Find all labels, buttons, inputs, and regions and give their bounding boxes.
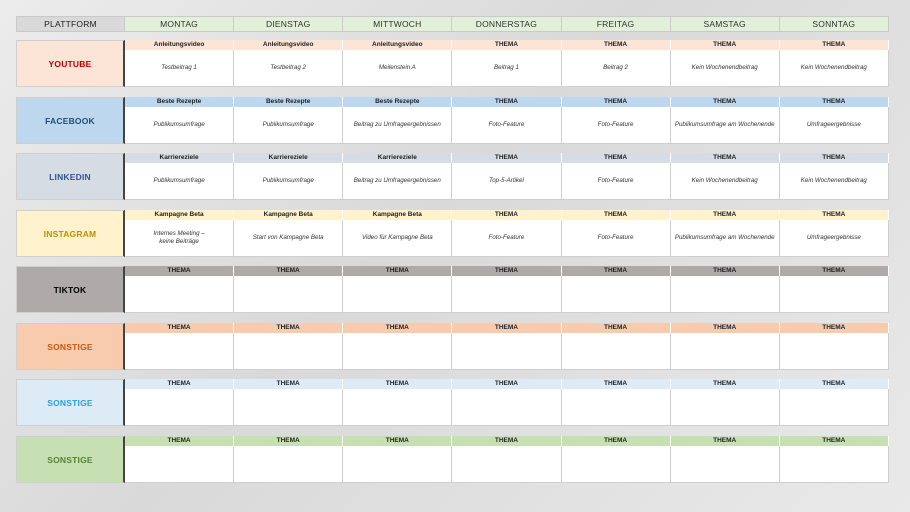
content-cell[interactable]: Publikumsumfrage (234, 107, 343, 144)
content-cell[interactable]: Beitrag zu Umfrageergebnissen (343, 107, 452, 144)
content-cell[interactable] (125, 276, 234, 313)
theme-cell: Beste Rezepte (125, 97, 234, 107)
content-cell[interactable]: Testbeitrag 2 (234, 50, 343, 87)
content-cell[interactable] (562, 333, 671, 370)
theme-cell: THEMA (234, 436, 343, 446)
header-day-thursday: DONNERSTAG (452, 16, 561, 32)
theme-cell: THEMA (671, 210, 780, 220)
content-cell[interactable] (452, 276, 561, 313)
content-cell[interactable]: Publikumsumfrage (125, 107, 234, 144)
content-cell[interactable]: Start von Kampagne Beta (234, 220, 343, 257)
theme-cell: Kampagne Beta (343, 210, 452, 220)
content-cell[interactable]: Kein Wochenendbeitrag (780, 163, 889, 200)
theme-cell: THEMA (780, 97, 889, 107)
theme-cell: THEMA (452, 266, 561, 276)
header-day-saturday: SAMSTAG (671, 16, 780, 32)
content-cell[interactable]: Kein Wochenendbeitrag (671, 50, 780, 87)
theme-cell: Karriereziele (125, 153, 234, 163)
content-cell[interactable]: Publikumsumfrage am Wochenende (671, 220, 780, 257)
theme-cell: Beste Rezepte (234, 97, 343, 107)
theme-cell: THEMA (671, 97, 780, 107)
header-day-friday: FREITAG (562, 16, 671, 32)
platform-row (16, 210, 889, 257)
content-cell[interactable]: Publikumsumfrage (234, 163, 343, 200)
theme-cell: THEMA (671, 436, 780, 446)
content-cell[interactable] (343, 276, 452, 313)
theme-cell: THEMA (125, 266, 234, 276)
theme-cell: THEMA (562, 153, 671, 163)
content-cell[interactable] (343, 389, 452, 426)
content-cell[interactable]: Testbeitrag 1 (125, 50, 234, 87)
platform-row (16, 379, 889, 426)
theme-cell: THEMA (562, 266, 671, 276)
platform-label: LINKEDIN (16, 153, 125, 200)
content-cell[interactable]: Foto-Feature (452, 107, 561, 144)
theme-cell: THEMA (562, 40, 671, 50)
platform-label: FACEBOOK (16, 97, 125, 144)
content-cell[interactable] (125, 389, 234, 426)
theme-cell: THEMA (562, 97, 671, 107)
platform-row (16, 40, 889, 87)
theme-cell: THEMA (671, 323, 780, 333)
theme-cell: THEMA (671, 379, 780, 389)
content-cell[interactable]: Publikumsumfrage (125, 163, 234, 200)
content-cell[interactable] (234, 389, 343, 426)
content-cell[interactable] (671, 446, 780, 483)
theme-cell: THEMA (562, 323, 671, 333)
content-cell[interactable] (343, 446, 452, 483)
content-cell[interactable] (671, 333, 780, 370)
header-row (16, 16, 889, 30)
content-cell[interactable]: Top-5-Artikel (452, 163, 561, 200)
theme-cell: THEMA (343, 436, 452, 446)
content-cell[interactable] (780, 389, 889, 426)
content-cell[interactable]: Foto-Feature (452, 220, 561, 257)
theme-cell: THEMA (671, 40, 780, 50)
content-cell[interactable] (562, 446, 671, 483)
content-cell[interactable] (452, 446, 561, 483)
theme-cell: THEMA (452, 210, 561, 220)
content-cell[interactable]: Foto-Feature (562, 163, 671, 200)
header-day-monday: MONTAG (125, 16, 234, 32)
theme-cell: THEMA (452, 153, 561, 163)
theme-cell: THEMA (234, 266, 343, 276)
content-cell[interactable] (780, 446, 889, 483)
platform-label: SONSTIGE (16, 379, 125, 426)
theme-cell: THEMA (671, 153, 780, 163)
platform-label: TIKTOK (16, 266, 125, 313)
theme-cell: THEMA (452, 436, 561, 446)
theme-cell: THEMA (343, 266, 452, 276)
content-cell[interactable] (125, 333, 234, 370)
theme-cell: THEMA (780, 40, 889, 50)
content-cell[interactable] (671, 276, 780, 313)
header-day-sunday: SONNTAG (780, 16, 889, 32)
header-platform: PLATTFORM (16, 16, 125, 32)
theme-cell: THEMA (562, 436, 671, 446)
theme-cell: Anleitungsvideo (234, 40, 343, 50)
header-day-wednesday: MITTWOCH (343, 16, 452, 32)
theme-cell: Anleitungsvideo (343, 40, 452, 50)
theme-cell: THEMA (452, 40, 561, 50)
theme-cell: THEMA (234, 379, 343, 389)
theme-cell: THEMA (780, 379, 889, 389)
content-cell[interactable] (671, 389, 780, 426)
platform-row (16, 153, 889, 200)
content-cell[interactable]: Video für Kampagne Beta (343, 220, 452, 257)
theme-cell: THEMA (125, 323, 234, 333)
content-cell[interactable] (343, 333, 452, 370)
content-cell[interactable] (780, 276, 889, 313)
content-cell[interactable]: Umfrageergebnisse (780, 220, 889, 257)
content-cell[interactable] (452, 389, 561, 426)
content-cell[interactable]: Kein Wochenendbeitrag (671, 163, 780, 200)
theme-cell: THEMA (343, 379, 452, 389)
content-cell[interactable]: Meilenstein A (343, 50, 452, 87)
content-cell[interactable] (562, 389, 671, 426)
content-cell[interactable] (780, 333, 889, 370)
platform-row (16, 436, 889, 483)
theme-cell: THEMA (780, 210, 889, 220)
content-cell[interactable] (234, 446, 343, 483)
content-cell[interactable] (452, 333, 561, 370)
theme-cell: Kampagne Beta (125, 210, 234, 220)
content-cell[interactable]: Publikumsumfrage am Wochenende (671, 107, 780, 144)
theme-cell: Karriereziele (234, 153, 343, 163)
content-cell[interactable]: Foto-Feature (562, 220, 671, 257)
content-cell[interactable] (234, 333, 343, 370)
content-cell[interactable] (234, 276, 343, 313)
theme-cell: THEMA (780, 323, 889, 333)
platform-row (16, 266, 889, 313)
theme-cell: THEMA (452, 379, 561, 389)
content-cell[interactable]: Umfrageergebnisse (780, 107, 889, 144)
theme-cell: THEMA (562, 379, 671, 389)
theme-cell: THEMA (562, 210, 671, 220)
theme-cell: Karriereziele (343, 153, 452, 163)
theme-cell: THEMA (671, 266, 780, 276)
content-calendar (16, 16, 889, 465)
theme-cell: THEMA (125, 436, 234, 446)
theme-cell: THEMA (780, 266, 889, 276)
platform-label: YOUTUBE (16, 40, 125, 87)
theme-cell: THEMA (780, 153, 889, 163)
theme-cell: THEMA (125, 379, 234, 389)
content-cell[interactable]: Beitrag 1 (452, 50, 561, 87)
theme-cell: Kampagne Beta (234, 210, 343, 220)
theme-cell: THEMA (234, 323, 343, 333)
content-cell[interactable]: Foto-Feature (562, 107, 671, 144)
platform-label: SONSTIGE (16, 436, 125, 483)
theme-cell: THEMA (343, 323, 452, 333)
header-day-tuesday: DIENSTAG (234, 16, 343, 32)
theme-cell: Beste Rezepte (343, 97, 452, 107)
content-cell[interactable]: Kein Wochenendbeitrag (780, 50, 889, 87)
content-cell[interactable]: Beitrag 2 (562, 50, 671, 87)
content-cell[interactable]: Beitrag zu Umfrageergebnissen (343, 163, 452, 200)
platform-row (16, 97, 889, 144)
platform-row (16, 323, 889, 370)
content-cell[interactable] (125, 446, 234, 483)
theme-cell: THEMA (452, 97, 561, 107)
platform-label: SONSTIGE (16, 323, 125, 370)
theme-cell: THEMA (452, 323, 561, 333)
content-cell[interactable]: Internes Meeting – keine Beiträge (125, 220, 234, 257)
theme-cell: Anleitungsvideo (125, 40, 234, 50)
platform-label: INSTAGRAM (16, 210, 125, 257)
theme-cell: THEMA (780, 436, 889, 446)
content-cell[interactable] (562, 276, 671, 313)
